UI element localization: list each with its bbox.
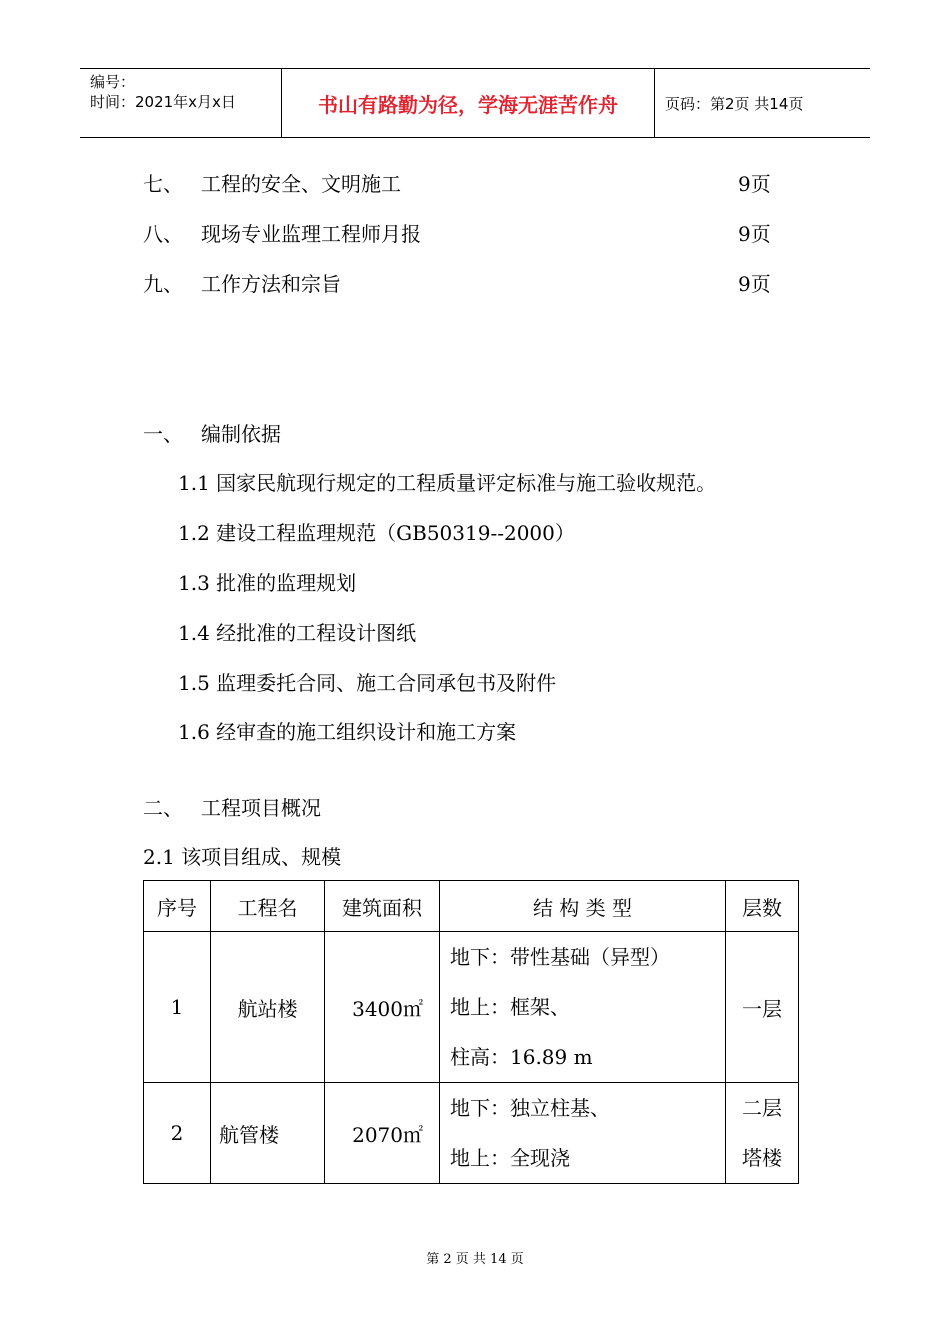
- table-row: [144, 1083, 799, 1184]
- toc-num: 八、: [143, 222, 183, 246]
- toc-item: [143, 272, 341, 296]
- cell-floors: [726, 1083, 799, 1184]
- toc-item: [143, 172, 401, 196]
- cell-no: 1: [144, 932, 211, 1083]
- page-header: [80, 68, 870, 138]
- page-footer: 第 2 页 共 14 页: [426, 1252, 524, 1267]
- section-num: 一、: [143, 422, 183, 446]
- toc-num: 七、: [143, 172, 183, 196]
- cell-no: 2: [144, 1083, 211, 1184]
- cell-floors: 一层: [726, 932, 799, 1083]
- basis-item: 1.5 监理委托合同、施工合同承包书及附件: [178, 671, 557, 695]
- cell-structure: [440, 932, 726, 1083]
- header-motto: 书山有路勤为径，学海无涯苦作舟: [318, 92, 618, 117]
- structure-line: 地下：带性基础（异型）: [450, 945, 670, 969]
- col-header: 建筑面积: [325, 881, 440, 932]
- time-label: 时间：2021年x月x日: [90, 93, 236, 111]
- structure-line: 柱高：16.89 m: [450, 1045, 593, 1069]
- basis-item: 1.6 经审查的施工组织设计和施工方案: [178, 720, 517, 744]
- col-header: 工程名: [211, 881, 325, 932]
- cell-name: 航站楼: [211, 932, 325, 1083]
- subsection-title: 2.1 该项目组成、规模: [143, 845, 342, 869]
- cell-structure: [440, 1083, 726, 1184]
- table-row: [144, 932, 799, 1083]
- toc-title: 工作方法和宗旨: [201, 272, 341, 296]
- toc-title: 现场专业监理工程师月报: [201, 222, 421, 246]
- structure-line: 地下：独立柱基、: [450, 1096, 610, 1120]
- cell-area: 2070㎡: [325, 1083, 440, 1184]
- basis-item: 1.2 建设工程监理规范（GB50319--2000）: [178, 521, 575, 545]
- basis-item: 1.1 国家民航现行规定的工程质量评定标准与施工验收规范。: [178, 471, 717, 495]
- toc-page: 9页: [738, 222, 771, 246]
- floors-line: 塔楼: [742, 1146, 782, 1170]
- toc-title: 工程的安全、文明施工: [201, 172, 401, 196]
- section-heading: [143, 796, 321, 820]
- project-table: [143, 880, 799, 1184]
- section-num: 二、: [143, 796, 183, 820]
- table-header-row: [144, 881, 799, 932]
- basis-item: 1.3 批准的监理规划: [178, 571, 357, 595]
- cell-area: 3400㎡: [325, 932, 440, 1083]
- section-heading: [143, 422, 281, 446]
- toc-page: 9页: [738, 172, 771, 196]
- basis-item: 1.4 经批准的工程设计图纸: [178, 621, 417, 645]
- header-page-info: 页码：第2页 共14页: [665, 94, 804, 113]
- header-motto-cell: [282, 69, 655, 137]
- section-title: 工程项目概况: [201, 796, 321, 820]
- toc-num: 九、: [143, 272, 183, 296]
- col-header: 结 构 类 型: [440, 881, 726, 932]
- cell-name: 航管楼: [211, 1083, 325, 1184]
- toc-item: [143, 222, 421, 246]
- floors-line: 二层: [742, 1096, 782, 1120]
- code-label: 编号：: [90, 73, 136, 91]
- header-meta: [80, 69, 282, 137]
- structure-line: 地上：框架、: [450, 995, 570, 1019]
- section-title: 编制依据: [201, 422, 281, 446]
- toc-page: 9页: [738, 272, 771, 296]
- col-header: 序号: [144, 881, 211, 932]
- structure-line: 地上：全现浇: [450, 1146, 570, 1170]
- col-header: 层数: [726, 881, 799, 932]
